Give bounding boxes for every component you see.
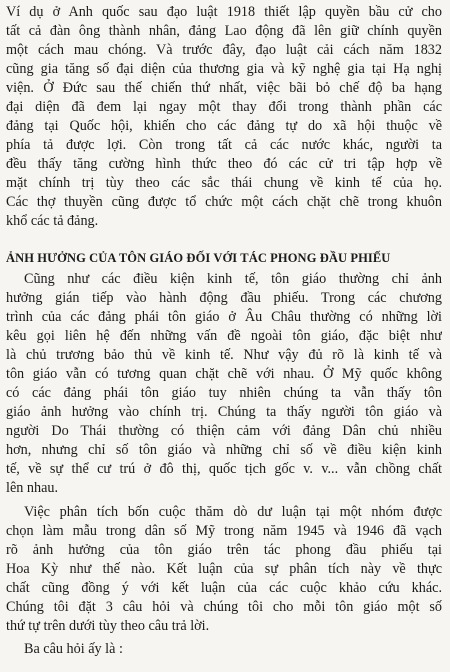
paragraph-2-line: hưởng gián tiếp vào hành động đầu phiếu. Trong các chương (6, 290, 442, 306)
paragraph-1-line: đều thấy tăng cường hình thức theo đó các cử tri tập hợp về (6, 156, 442, 172)
paragraph-1-line: tất cả đàn ông thành nhân, đảng Lao động đã lên giữ chính quyền (6, 23, 442, 39)
paragraph-1-line: Ví dụ ở Anh quốc sau đạo luật 1918 thiết lập quyền bầu cử cho (6, 4, 442, 20)
paragraph-3-line: rõ ảnh hưởng của tôn giáo trên tác phong đầu phiếu tại (6, 542, 442, 558)
paragraph-2-line: người Do Thái thường có thiện cảm với đảng Dân chủ nhiều (6, 423, 442, 439)
paragraph-1-line: phía tả được lợi. Còn trong tất cả các nước khác, người ta (6, 137, 442, 153)
paragraph-1-line: đại diện đã đem lại ngay một thay đổi trong thành phần các (6, 99, 442, 115)
paragraph-1-line: đảng tại Quốc hội, khiến cho các đảng tự do xã hội thuộc về (6, 118, 442, 134)
paragraph-2-line: kêu gọi liên hệ đến những vấn đề ngoài tôn giáo, đặc biệt như (6, 328, 442, 344)
paragraph-1-line: khổ các tả đảng. (6, 213, 99, 229)
paragraph-1-line: cũng gia tăng số đại diện của thương gia và kỹ nghệ gia tại Hạ nghị (6, 61, 442, 77)
paragraph-3-line: Hoa Kỳ như thế nào. Kết luận của sự phân tích này về thực (6, 561, 442, 577)
paragraph-2-line: có các đảng phái tôn giáo tuy nhiên chúng ta vẫn thấy tôn (6, 385, 442, 401)
section-heading: ẢNH HƯỞNG CỦA TÔN GIÁO ĐỐI VỚI TÁC PHONG ĐẦU PHIẾU (6, 251, 391, 265)
questions-intro: Ba câu hỏi ấy là : (24, 641, 123, 657)
paragraph-2-line: tôn giáo vẫn có tương quan chặt chẽ với nhau. Ở Mỹ quốc không (6, 366, 442, 382)
paragraph-1-line: mặt chính trị tùy theo các sắc thái chung về kinh tế của họ. (6, 175, 442, 191)
paragraph-3-line: Chúng tôi đặt 3 câu hỏi và chúng tôi cho mỗi tôn giáo một số (6, 599, 442, 615)
paragraph-1-line: một cách mau chóng. Và trước đây, đạo luật cải cách năm 1832 (6, 42, 442, 58)
paragraph-2-line: giáo ảnh hưởng vào chính trị. Chúng ta thấy người tôn giáo và (6, 404, 442, 420)
paragraph-3-line: chất cũng đồng ý với kết luận của các cuộc khảo cứu khác. (6, 580, 442, 596)
paragraph-3-line: chọn làm mẫu trong dân số Mỹ trong năm 1945 và 1946 đã vạch (6, 523, 442, 539)
paragraph-2-line: là chủ trương bảo thủ về kinh tế. Như vậy đủ rõ là kinh tế và (6, 347, 442, 363)
paragraph-2-line: hơn, nhưng chỉ số tôn giáo và những chỉ số về điều kiện kinh (6, 442, 442, 458)
paragraph-2-line: lên nhau. (6, 480, 59, 496)
paragraph-2-line: tế, về sự thể cư trú ở đô thị, quốc tịch gốc v. v... vẫn chồng chất (6, 461, 442, 477)
paragraph-3-line: thứ tự trên dưới tùy theo câu trả lời. (6, 618, 210, 634)
paragraph-2-line: Cũng như các điều kiện kinh tế, tôn giáo thường chỉ ảnh (24, 271, 442, 287)
paragraph-3-line: Việc phân tích bốn cuộc thăm dò dư luận tại một nhóm được (24, 504, 442, 520)
paragraph-1-line: viện. Ở Đức sau thế chiến thứ nhất, việc bãi bỏ chế độ ba hạng (6, 80, 442, 96)
paragraph-1-line: Các thợ thuyền cũng được tổ chức một cách chặt chẽ trong khuôn (6, 194, 442, 210)
paragraph-2-line: trình của các đảng phái tôn giáo ở Âu Châu thường có những lời (6, 309, 442, 325)
